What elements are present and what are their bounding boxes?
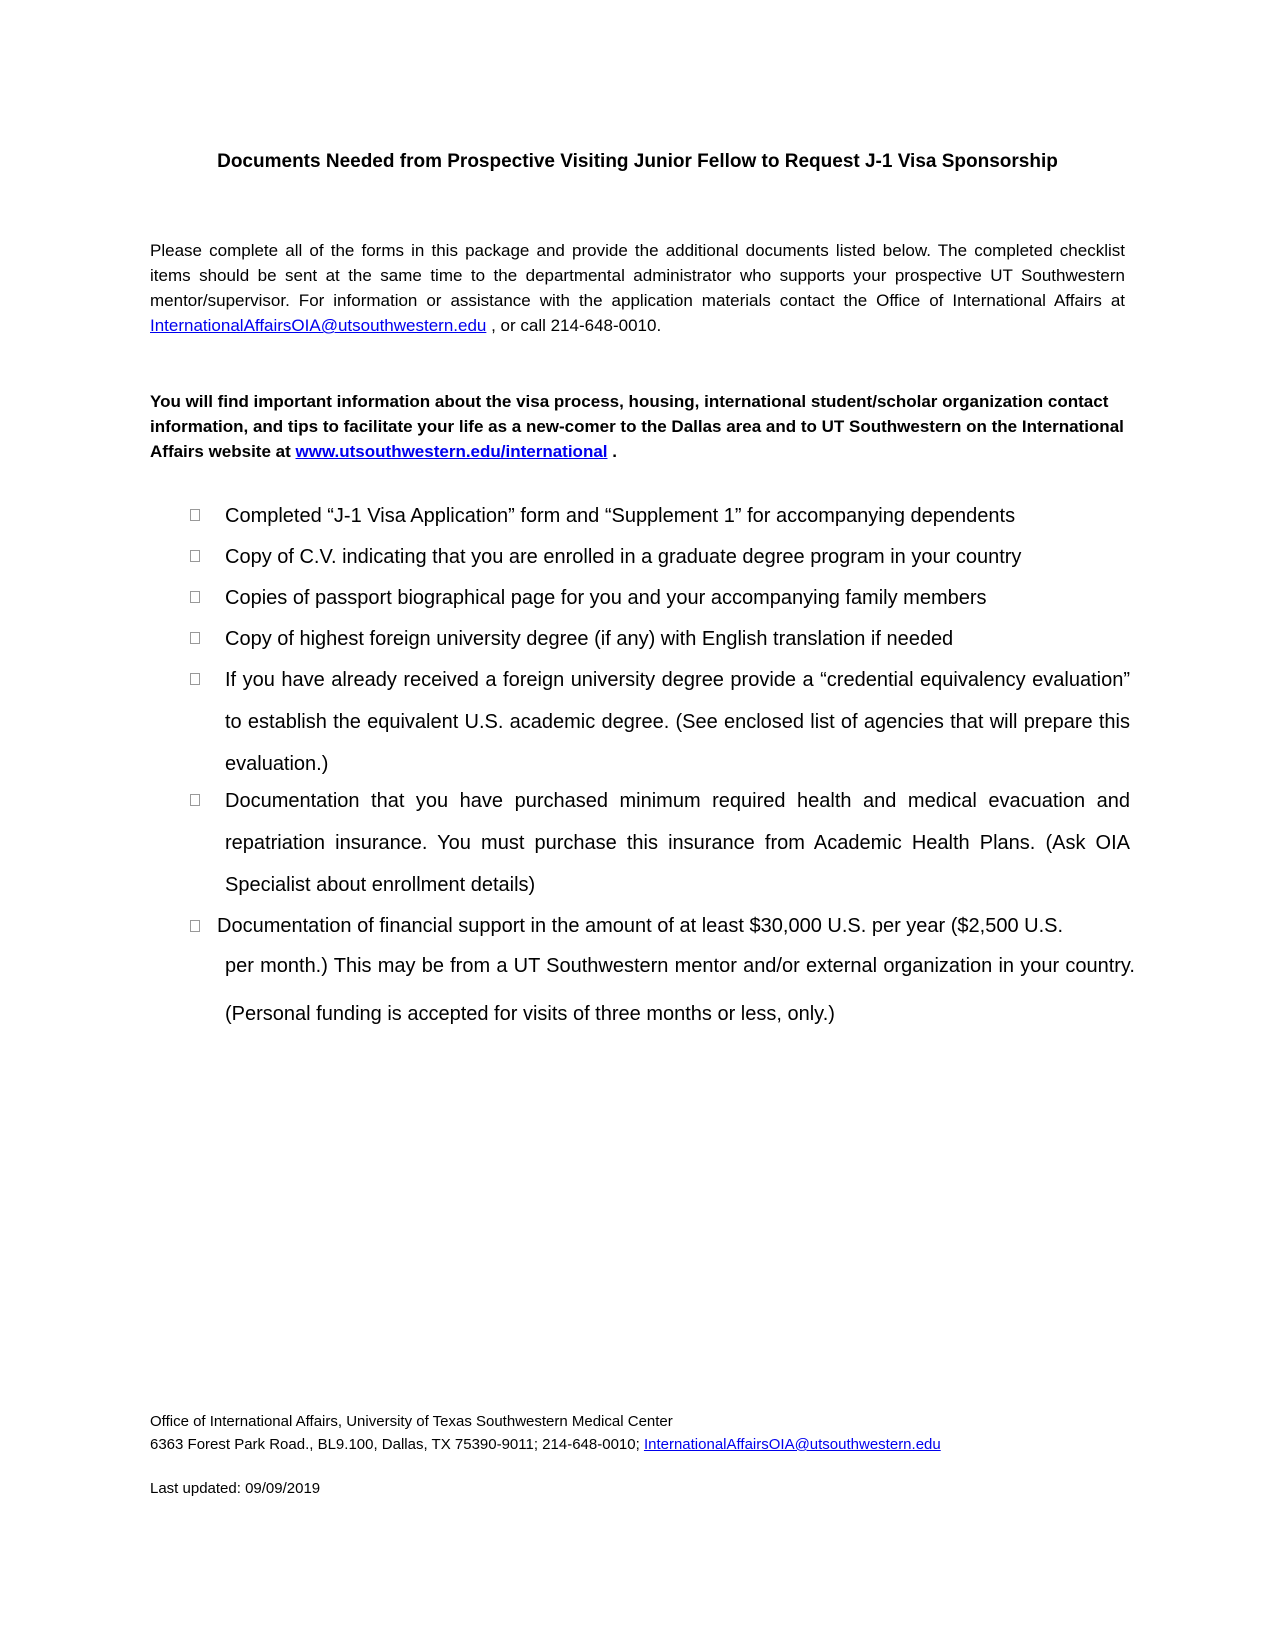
important-info-text: You will find important information about the visa process, housing, international student/scholar organization contact information, and tips to facilitate your life as a new-comer to the Dallas area and to UT Southwestern on the International Affairs website at [150, 392, 1124, 461]
intro-text-end: , or call 214-648-0010. [486, 316, 662, 335]
checklist-item [190, 780, 1130, 906]
important-info-text-end: . [607, 442, 617, 461]
checklist-item-text: If you have already received a foreign university degree provide a “credential equivalency evaluation” to establish the equivalent U.S. academic degree. (See enclosed list of agencies that will prepare this evaluation.) [225, 669, 1130, 775]
footer-address-text: 6363 Forest Park Road., BL9.100, Dallas, TX 75390-9011; 214-648-0010; [150, 1436, 644, 1453]
footer-email-link[interactable]: InternationalAffairsOIA@utsouthwestern.edu [643, 1436, 941, 1453]
checklist-item-text: Copy of highest foreign university degree (if any) with English translation if needed [225, 628, 954, 650]
checklist-item-text: Copies of passport biographical page for you and your accompanying family members [225, 587, 987, 609]
checkbox-icon[interactable] [190, 632, 200, 644]
last-updated: Last updated: 09/09/2019 [150, 1480, 321, 1497]
checkbox-icon[interactable] [190, 794, 200, 806]
international-website-link[interactable]: www.utsouthwestern.edu/international [295, 442, 608, 461]
intro-text: Please complete all of the forms in this package and provide the additional documents listed below. The completed checklist items should be sent at the same time to the departmental administrator who supports your prospective UT Southwestern mentor/supervisor. For information or assistance with the application materials contact the Office of International Affairs at [150, 241, 1125, 310]
checkbox-icon[interactable] [190, 509, 200, 521]
checklist-item-text: Completed “J-1 Visa Application” form and “Supplement 1” for accompanying dependents [225, 505, 1016, 527]
page-title: Documents Needed from Prospective Visiting Junior Fellow to Request J-1 Visa Sponsorship [217, 151, 1058, 172]
checkbox-icon[interactable] [190, 673, 200, 685]
checklist-item-text-continued: per month.) This may be from a UT Southwestern mentor and/or external organization in your country. (Personal funding is accepted for visits of three months or less, only.) [225, 955, 1135, 1025]
checklist-item [190, 536, 1130, 578]
checkbox-icon[interactable] [190, 591, 200, 603]
footer-office-name: Office of International Affairs, University of Texas Southwestern Medical Center [150, 1413, 673, 1430]
checklist-item [190, 659, 1130, 785]
checklist-item [190, 618, 1130, 660]
checkbox-icon[interactable] [190, 550, 200, 562]
checklist-item [190, 577, 1130, 619]
checklist-item-text: Documentation of financial support in the amount of at least $30,000 U.S. per year ($2,500 U.S. [217, 915, 1064, 937]
oia-email-link[interactable]: InternationalAffairsOIA@utsouthwestern.edu [150, 316, 487, 335]
footer-address [150, 1433, 941, 1456]
checkbox-icon[interactable] [190, 920, 200, 932]
checklist-item [190, 495, 1130, 537]
checklist-item-text: Copy of C.V. indicating that you are enrolled in a graduate degree program in your country [225, 546, 1022, 568]
checklist-item-text: Documentation that you have purchased minimum required health and medical evacuation and repatriation insurance. You must purchase this insurance from Academic Health Plans. (Ask OIA Specialist about enrollment details) [225, 790, 1130, 896]
